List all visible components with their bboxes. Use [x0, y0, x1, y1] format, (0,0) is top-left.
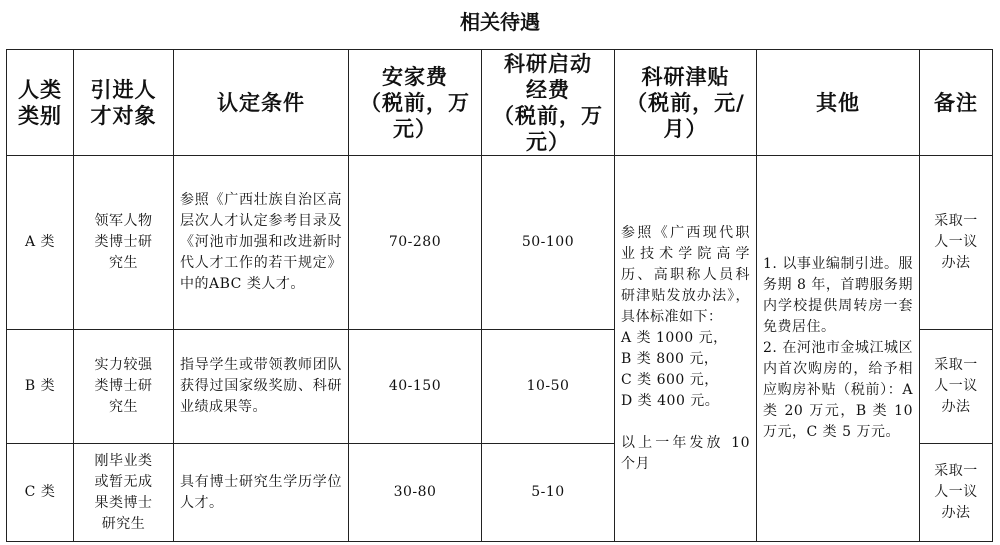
benefits-table [6, 49, 993, 542]
cell-other: 1. 以事业编制引进。服务期 8 年，首聘服务期内学校提供周转房一套免费居住。 2. 在河池市金城江城区内首次购房的，给予相应购房补贴（税前）：A 类 20 万元，B 类 10 万元，C 类 5 万元。 [757, 156, 920, 542]
header-settle-fee: 安家费 （税前，万 元） [349, 50, 482, 156]
cell-allowance: 参照《广西现代职业技术学院高学历、高职称人员科研津贴发放办法》，具体标准如下： A 类 1000 元， B 类 800 元， C 类 600 元， D 类 400 元。 以上一年发放 10 个月 [615, 156, 757, 542]
cell-category: A 类 [7, 156, 74, 330]
cell-remark: 采取一 人一议 办法 [920, 330, 993, 444]
header-remark: 备注 [920, 50, 993, 156]
cell-settle-fee: 40-150 [349, 330, 482, 444]
header-criteria: 认定条件 [174, 50, 349, 156]
cell-remark: 采取一 人一议 办法 [920, 444, 993, 542]
cell-criteria: 具有博士研究生学历学位人才。 [174, 444, 349, 542]
cell-target: 刚毕业类 或暂无成 果类博士 研究生 [74, 444, 174, 542]
cell-category: C 类 [7, 444, 74, 542]
table-row [7, 156, 993, 330]
cell-settle-fee: 30-80 [349, 444, 482, 542]
header-row [7, 50, 993, 156]
cell-target: 实力较强 类博士研 究生 [74, 330, 174, 444]
cell-research-fund: 50-100 [482, 156, 615, 330]
page-title: 相关待遇 [460, 10, 540, 34]
cell-criteria: 参照《广西壮族自治区高层次人才认定参考目录及《河池市加强和改进新时代人才工作的若干规定》中的ABC 类人才。 [174, 156, 349, 330]
cell-research-fund: 10-50 [482, 330, 615, 444]
cell-category: B 类 [7, 330, 74, 444]
cell-criteria: 指导学生或带领教师团队获得过国家级奖励、科研业绩成果等。 [174, 330, 349, 444]
cell-research-fund: 5-10 [482, 444, 615, 542]
cell-settle-fee: 70-280 [349, 156, 482, 330]
cell-remark: 采取一 人一议 办法 [920, 156, 993, 330]
cell-target: 领军人物 类博士研 究生 [74, 156, 174, 330]
header-research-fund: 科研启动 经费 （税前，万 元） [482, 50, 615, 156]
header-allowance: 科研津贴 （税前，元/ 月） [615, 50, 757, 156]
header-other: 其他 [757, 50, 920, 156]
header-category: 人类 类别 [7, 50, 74, 156]
header-target: 引进人 才对象 [74, 50, 174, 156]
